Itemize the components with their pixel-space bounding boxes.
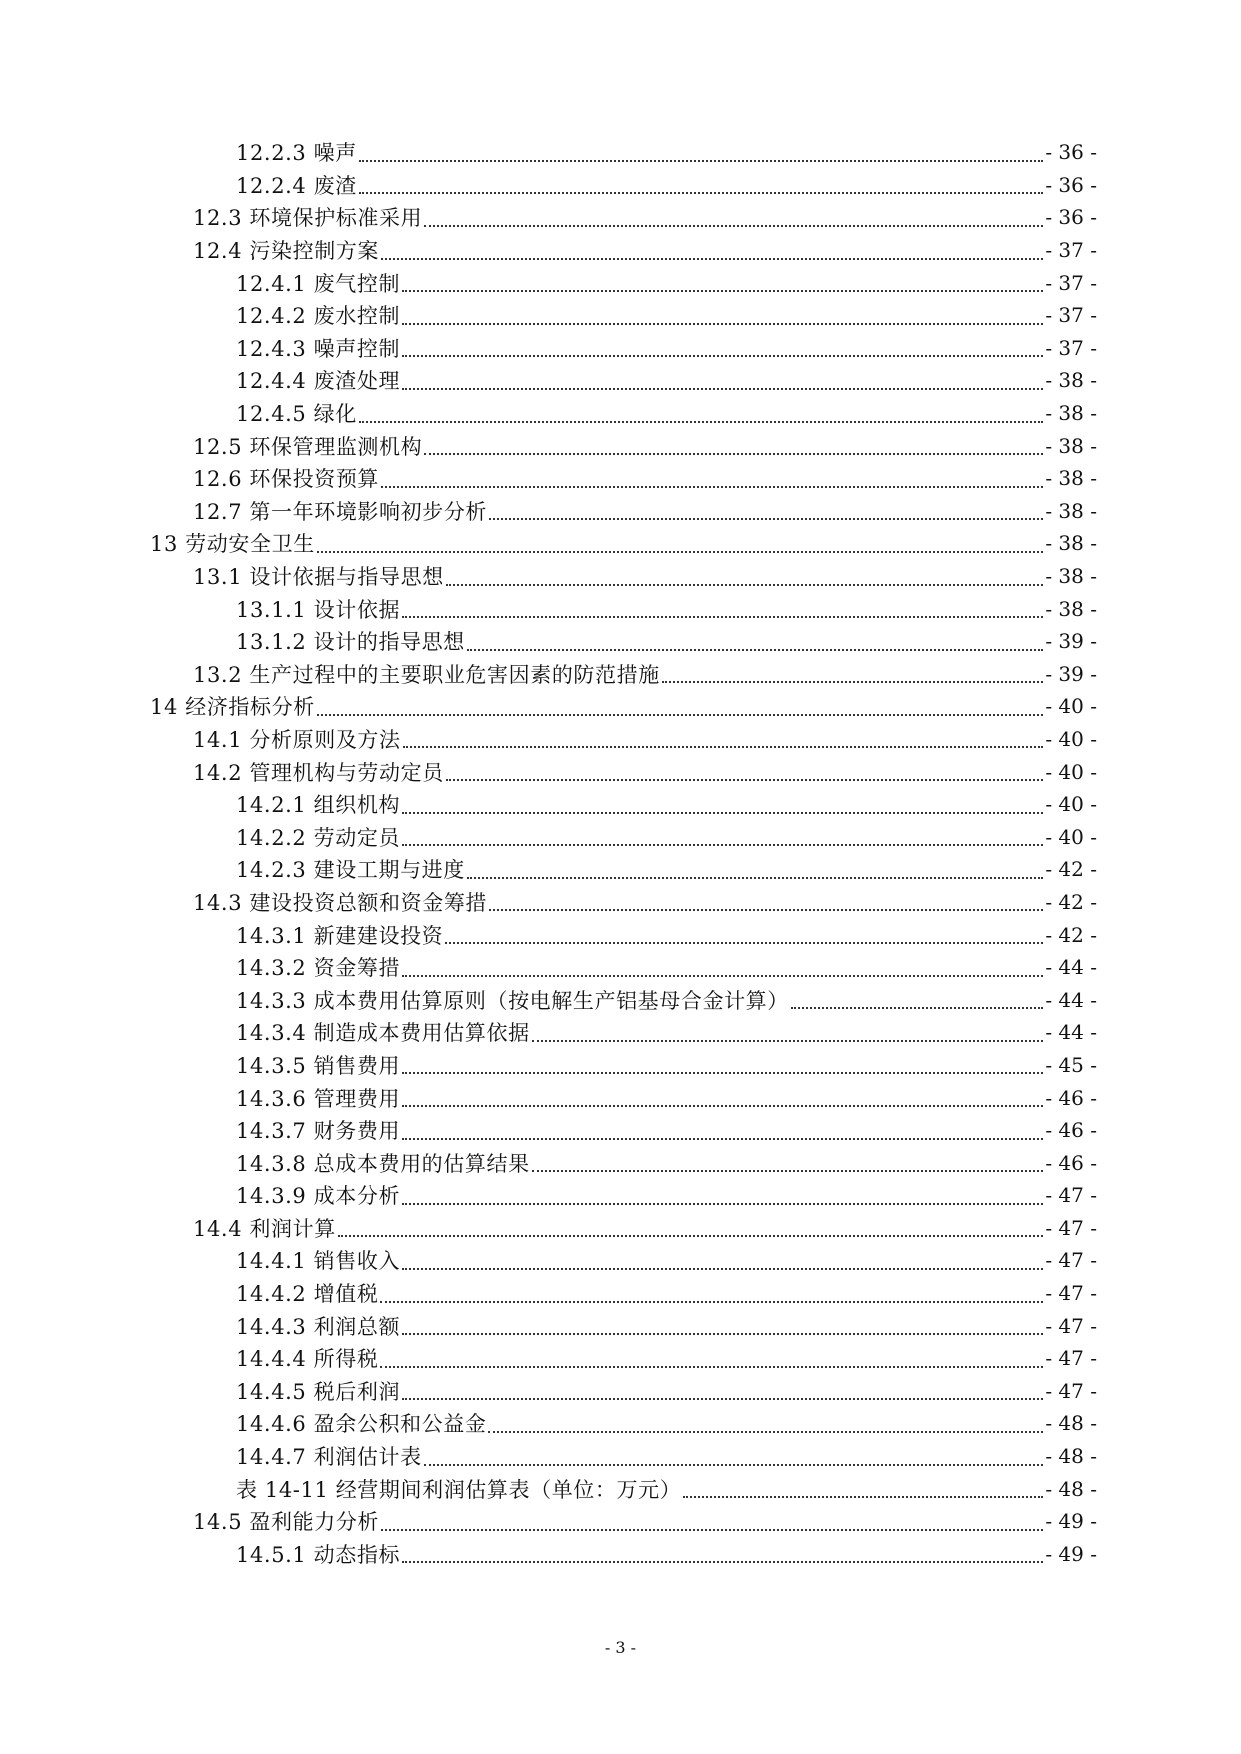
toc-entry[interactable] bbox=[0, 788, 1241, 821]
toc-entry-page: - 49 - bbox=[1045, 1509, 1097, 1534]
toc-entry-title: 12.4.4 废渣处理 bbox=[236, 369, 401, 394]
toc-entry[interactable] bbox=[0, 1244, 1241, 1277]
toc-entry-title: 14.3.8 总成本费用的估算结果 bbox=[236, 1151, 530, 1176]
dot-leader bbox=[402, 1137, 1043, 1140]
toc-entry-page: - 37 - bbox=[1045, 303, 1097, 328]
dot-leader bbox=[381, 485, 1043, 488]
toc-entry-page: - 38 - bbox=[1045, 596, 1097, 621]
toc-entry[interactable] bbox=[0, 820, 1241, 853]
toc-entry-title: 14.2 管理机构与劳动定员 bbox=[193, 760, 444, 785]
toc-entry[interactable] bbox=[0, 1505, 1241, 1538]
dot-leader bbox=[359, 420, 1043, 423]
toc-entry-page: - 37 - bbox=[1045, 335, 1097, 360]
toc-entry-page: - 45 - bbox=[1045, 1052, 1097, 1077]
toc-entry-title: 14.3 建设投资总额和资金筹措 bbox=[193, 890, 488, 915]
toc-entry-title: 14.2.2 劳动定员 bbox=[236, 825, 401, 850]
toc-entry[interactable] bbox=[0, 1081, 1241, 1114]
toc-entry-page: - 46 - bbox=[1045, 1150, 1097, 1175]
dot-leader bbox=[402, 1332, 1043, 1335]
toc-entry[interactable] bbox=[0, 1146, 1241, 1179]
dot-leader bbox=[402, 1267, 1043, 1270]
toc-entry-title: 14.3.4 制造成本费用估算依据 bbox=[236, 1021, 530, 1046]
toc-entry[interactable] bbox=[0, 429, 1241, 462]
dot-leader bbox=[359, 159, 1043, 162]
toc-entry[interactable] bbox=[0, 918, 1241, 951]
dot-leader bbox=[467, 648, 1043, 651]
toc-entry[interactable] bbox=[0, 1179, 1241, 1212]
toc-entry-title: 12.2.4 废渣 bbox=[236, 173, 357, 198]
toc-entry-title: 12.4.2 废水控制 bbox=[236, 304, 401, 329]
toc-entry-page: - 38 - bbox=[1045, 433, 1097, 458]
toc-entry-page: - 37 - bbox=[1045, 238, 1097, 263]
dot-leader bbox=[338, 1234, 1043, 1237]
toc-entry-title: 12.4 污染控制方案 bbox=[193, 239, 380, 264]
toc-entry[interactable] bbox=[0, 136, 1241, 169]
dot-leader bbox=[317, 713, 1044, 716]
toc-entry-page: - 44 - bbox=[1045, 955, 1097, 980]
toc-entry-page: - 44 - bbox=[1045, 1020, 1097, 1045]
page-number: - 3 - bbox=[604, 1638, 637, 1657]
dot-leader bbox=[532, 1169, 1044, 1172]
toc-entry-title: 14.3.2 资金筹措 bbox=[236, 956, 401, 981]
toc-entry-page: - 38 - bbox=[1045, 498, 1097, 523]
toc-entry[interactable] bbox=[0, 169, 1241, 202]
dot-leader bbox=[380, 1300, 1043, 1303]
toc-entry-page: - 39 - bbox=[1045, 629, 1097, 654]
toc-entry[interactable] bbox=[0, 886, 1241, 919]
toc-entry-title: 14.3.7 财务费用 bbox=[236, 1119, 401, 1144]
dot-leader bbox=[446, 583, 1043, 586]
toc-entry[interactable] bbox=[0, 332, 1241, 365]
toc-entry-title: 13 劳动安全卫生 bbox=[150, 532, 315, 557]
toc-entry-title: 14.3.9 成本分析 bbox=[236, 1184, 401, 1209]
dot-leader bbox=[662, 680, 1043, 683]
dot-leader bbox=[446, 778, 1043, 781]
toc-entry-title: 12.2.3 噪声 bbox=[236, 141, 357, 166]
toc-entry[interactable] bbox=[0, 1277, 1241, 1310]
toc-entry-page: - 47 - bbox=[1045, 1248, 1097, 1273]
toc-entry-page: - 38 - bbox=[1045, 531, 1097, 556]
toc-entry[interactable] bbox=[0, 462, 1241, 495]
toc-entry-page: - 42 - bbox=[1045, 857, 1097, 882]
toc-entry-page: - 38 - bbox=[1045, 466, 1097, 491]
dot-leader bbox=[402, 1071, 1043, 1074]
toc-entry-title: 14.4 利润计算 bbox=[193, 1216, 336, 1241]
dot-leader bbox=[359, 191, 1043, 194]
toc-entry[interactable] bbox=[0, 560, 1241, 593]
toc-entry[interactable] bbox=[0, 364, 1241, 397]
toc-entry[interactable] bbox=[0, 1212, 1241, 1245]
toc-entry[interactable] bbox=[0, 1407, 1241, 1440]
toc-entry[interactable] bbox=[0, 299, 1241, 332]
toc-entry[interactable] bbox=[0, 723, 1241, 756]
dot-leader bbox=[402, 289, 1043, 292]
toc-entry[interactable] bbox=[0, 1309, 1241, 1342]
toc-entry-page: - 42 - bbox=[1045, 889, 1097, 914]
toc-entry-page: - 37 - bbox=[1045, 270, 1097, 295]
toc-entry-page: - 48 - bbox=[1045, 1444, 1097, 1469]
toc-entry-page: - 36 - bbox=[1045, 172, 1097, 197]
toc-entry-title: 14.4.1 销售收入 bbox=[236, 1249, 401, 1274]
toc-entry-page: - 38 - bbox=[1045, 368, 1097, 393]
toc-entry-page: - 38 - bbox=[1045, 564, 1097, 589]
toc-entry-page: - 40 - bbox=[1045, 824, 1097, 849]
dot-leader bbox=[381, 1528, 1043, 1531]
dot-leader bbox=[532, 1039, 1044, 1042]
toc-entry-page: - 39 - bbox=[1045, 661, 1097, 686]
toc-entry-page: - 40 - bbox=[1045, 792, 1097, 817]
toc-entry-page: - 40 - bbox=[1045, 726, 1097, 751]
toc-entry-page: - 40 - bbox=[1045, 694, 1097, 719]
toc-entry-page: - 47 - bbox=[1045, 1215, 1097, 1240]
toc-entry-title: 12.4.1 废气控制 bbox=[236, 271, 401, 296]
dot-leader bbox=[317, 550, 1044, 553]
toc-entry-title: 14.3.3 成本费用估算原则（按电解生产铝基母合金计算） bbox=[236, 988, 789, 1013]
dot-leader bbox=[403, 745, 1044, 748]
toc-entry[interactable] bbox=[0, 951, 1241, 984]
toc-entry-title: 14.5.1 动态指标 bbox=[236, 1542, 401, 1567]
toc-entry-title: 14.4.2 增值税 bbox=[236, 1282, 379, 1307]
toc-entry-title: 12.6 环保投资预算 bbox=[193, 467, 380, 492]
toc-entry[interactable] bbox=[0, 1016, 1241, 1049]
dot-leader bbox=[683, 1495, 1043, 1498]
toc-entry[interactable] bbox=[0, 983, 1241, 1016]
toc-entry-page: - 47 - bbox=[1045, 1281, 1097, 1306]
dot-leader bbox=[445, 941, 1043, 944]
toc-entry-title: 14 经济指标分析 bbox=[150, 695, 315, 720]
toc-entry-title: 14.2.3 建设工期与进度 bbox=[236, 858, 465, 883]
toc-entry-title: 12.4.5 绿化 bbox=[236, 402, 357, 427]
dot-leader bbox=[402, 974, 1043, 977]
toc-entry[interactable] bbox=[0, 1472, 1241, 1505]
dot-leader bbox=[402, 1104, 1043, 1107]
dot-leader bbox=[402, 1560, 1043, 1563]
toc-entry-title: 14.4.6 盈余公积和公益金 bbox=[236, 1412, 487, 1437]
toc-entry-page: - 48 - bbox=[1045, 1411, 1097, 1436]
dot-leader bbox=[402, 354, 1043, 357]
toc-entry-title: 表 14-11 经营期间利润估算表（单位：万元） bbox=[236, 1477, 682, 1502]
toc-entry-title: 14.3.1 新建建设投资 bbox=[236, 923, 444, 948]
toc-entry-page: - 44 - bbox=[1045, 987, 1097, 1012]
toc-entry-title: 13.2 生产过程中的主要职业危害因素的防范措施 bbox=[193, 662, 660, 687]
dot-leader bbox=[402, 811, 1043, 814]
toc-entry-page: - 48 - bbox=[1045, 1476, 1097, 1501]
toc-entry-title: 14.2.1 组织机构 bbox=[236, 793, 401, 818]
toc-entry-title: 14.3.5 销售费用 bbox=[236, 1053, 401, 1078]
toc-entry-page: - 40 - bbox=[1045, 759, 1097, 784]
toc-entry[interactable] bbox=[0, 690, 1241, 723]
toc-entry-title: 14.3.6 管理费用 bbox=[236, 1086, 401, 1111]
toc-entry[interactable] bbox=[0, 1114, 1241, 1147]
toc-entry-page: - 47 - bbox=[1045, 1183, 1097, 1208]
table-of-contents bbox=[0, 136, 1241, 1570]
toc-entry-title: 13.1.1 设计依据 bbox=[236, 597, 401, 622]
dot-leader bbox=[791, 1006, 1043, 1009]
toc-entry-title: 12.3 环境保护标准采用 bbox=[193, 206, 423, 231]
toc-entry[interactable] bbox=[0, 1538, 1241, 1571]
dot-leader bbox=[467, 876, 1043, 879]
toc-entry[interactable] bbox=[0, 625, 1241, 658]
dot-leader bbox=[424, 1463, 1044, 1466]
toc-entry-title: 14.4.5 税后利润 bbox=[236, 1379, 401, 1404]
toc-entry[interactable] bbox=[0, 201, 1241, 234]
toc-entry[interactable] bbox=[0, 1440, 1241, 1473]
toc-entry[interactable] bbox=[0, 1049, 1241, 1082]
dot-leader bbox=[424, 452, 1043, 455]
toc-entry-title: 12.5 环保管理监测机构 bbox=[193, 434, 423, 459]
toc-entry-page: - 38 - bbox=[1045, 401, 1097, 426]
toc-entry-title: 14.4.4 所得税 bbox=[236, 1347, 379, 1372]
dot-leader bbox=[489, 517, 1043, 520]
dot-leader bbox=[381, 257, 1043, 260]
dot-leader bbox=[424, 224, 1043, 227]
toc-entry[interactable] bbox=[0, 853, 1241, 886]
toc-entry-page: - 49 - bbox=[1045, 1541, 1097, 1566]
dot-leader bbox=[489, 908, 1043, 911]
toc-entry[interactable] bbox=[0, 527, 1241, 560]
toc-entry-page: - 36 - bbox=[1045, 140, 1097, 165]
dot-leader bbox=[380, 1365, 1043, 1368]
toc-entry[interactable] bbox=[0, 495, 1241, 528]
dot-leader bbox=[402, 1202, 1043, 1205]
toc-entry[interactable] bbox=[0, 234, 1241, 267]
dot-leader bbox=[402, 322, 1043, 325]
toc-entry-page: - 47 - bbox=[1045, 1313, 1097, 1338]
dot-leader bbox=[402, 387, 1043, 390]
toc-entry[interactable] bbox=[0, 266, 1241, 299]
toc-entry[interactable] bbox=[0, 592, 1241, 625]
toc-entry-title: 13.1 设计依据与指导思想 bbox=[193, 565, 444, 590]
toc-entry[interactable] bbox=[0, 755, 1241, 788]
toc-entry[interactable] bbox=[0, 1342, 1241, 1375]
toc-entry[interactable] bbox=[0, 658, 1241, 691]
dot-leader bbox=[488, 1430, 1043, 1433]
toc-entry-page: - 47 - bbox=[1045, 1346, 1097, 1371]
toc-entry-page: - 47 - bbox=[1045, 1378, 1097, 1403]
dot-leader bbox=[402, 615, 1043, 618]
toc-entry-title: 12.4.3 噪声控制 bbox=[236, 336, 401, 361]
toc-entry-title: 14.4.3 利润总额 bbox=[236, 1314, 401, 1339]
dot-leader bbox=[402, 1397, 1043, 1400]
toc-entry-title: 14.1 分析原则及方法 bbox=[193, 727, 401, 752]
toc-entry-page: - 36 - bbox=[1045, 205, 1097, 230]
toc-entry-title: 14.4.7 利润估计表 bbox=[236, 1445, 422, 1470]
toc-entry-page: - 46 - bbox=[1045, 1085, 1097, 1110]
dot-leader bbox=[402, 843, 1043, 846]
toc-entry-page: - 42 - bbox=[1045, 922, 1097, 947]
toc-entry-page: - 46 - bbox=[1045, 1118, 1097, 1143]
toc-entry[interactable] bbox=[0, 1375, 1241, 1408]
toc-entry-title: 13.1.2 设计的指导思想 bbox=[236, 630, 465, 655]
toc-entry-title: 14.5 盈利能力分析 bbox=[193, 1510, 380, 1535]
toc-entry-title: 12.7 第一年环境影响初步分析 bbox=[193, 499, 488, 524]
toc-entry[interactable] bbox=[0, 397, 1241, 430]
